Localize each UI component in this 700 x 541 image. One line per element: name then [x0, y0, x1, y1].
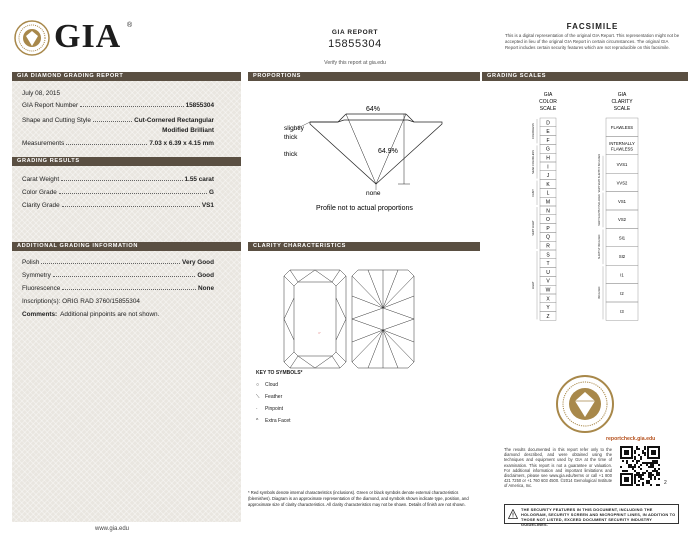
clarity-grade: [606, 155, 638, 173]
svg-text:X: X: [546, 296, 550, 303]
color-grade-Z: [540, 312, 556, 321]
svg-text:R: R: [546, 243, 550, 250]
svg-text:N: N: [546, 208, 550, 215]
clarity-head-3: SCALE: [613, 106, 631, 112]
leader-dots: [93, 117, 132, 122]
warning-text: THE SECURITY FEATURES IN THIS DOCUMENT, INCLUDING THE HOLOGRAM, SECURITY SCREEN AND MICROPRINT LINES, IN ADDITION TO THOSE NOT LISTED, EXCEED DOCUMENT SECURITY INDUSTRY GUIDELINES.: [521, 507, 676, 527]
verify-link[interactable]: Verify this report at gia.edu: [324, 60, 386, 66]
facsimile-title: FACSIMILE: [566, 22, 619, 31]
cloud-icon: ○: [256, 382, 260, 388]
qr-code-icon[interactable]: [620, 446, 660, 486]
clarity-grade: [606, 265, 638, 283]
clarity-group-label: VERY SLIGHTLY INCLUDED: [598, 194, 601, 226]
leader-dots: [66, 140, 147, 145]
profile-outline: [310, 120, 442, 184]
leader-dots: [62, 202, 200, 207]
key-label: Pinpoint: [265, 406, 284, 412]
row-value: Good: [197, 272, 214, 279]
svg-text:F: F: [546, 137, 550, 144]
row-label: Fluorescence: [22, 285, 61, 292]
color-grade-O: [540, 215, 556, 224]
row-label: Polish: [22, 259, 40, 266]
color-head-1: GIA: [543, 92, 553, 98]
grading-scales-bar: GRADING SCALES: [482, 72, 688, 81]
clarity-group-label: INCLUDED: [598, 286, 601, 299]
report-date-value: July 08, 2015: [22, 90, 61, 97]
additional-info-bar: ADDITIONAL GRADING INFORMATION: [12, 242, 241, 251]
key-pinpoint: [256, 406, 283, 412]
key-label: Feather: [265, 394, 283, 400]
depth-percent: 64.9%: [378, 148, 398, 155]
leader-dots: [53, 272, 196, 277]
disclaimer-text: The results documented in this report refer only to the diamond described, and were obtained using the techniques and equipment used by GIA at the time of examination. This report is not a guarantee or valuation. For additional information and important limitations and disclaimers, please see www.gia.edu/terms or call +1 800 421 7250 or +1 760 603 4500. ©2014 Gemological Institute of America, Inc.: [504, 447, 612, 489]
clarity-bar: CLARITY CHARACTERISTICS: [248, 242, 480, 251]
key-feather: [256, 394, 282, 400]
color-grade-I: [540, 162, 556, 171]
svg-text:INTERNALLY: INTERNALLY: [609, 140, 635, 146]
comments-text: Additional pinpoints are not shown.: [60, 311, 160, 318]
row-value: G: [209, 189, 214, 196]
row-label: Color Grade: [22, 189, 57, 196]
color-scale-header: [539, 92, 557, 112]
color-grade-M: [540, 197, 556, 206]
color-grade-E: [540, 127, 556, 136]
clarity-head-2: CLARITY: [611, 99, 633, 105]
shape-row-2: [22, 127, 214, 134]
color-grade-Q: [540, 232, 556, 241]
svg-text:I: I: [547, 164, 549, 171]
color-grade-U: [540, 268, 556, 277]
color-grade-N: [540, 206, 556, 215]
row-label: Clarity Grade: [22, 202, 60, 209]
grading-report-bar: GIA DIAMOND GRADING REPORT: [12, 72, 241, 81]
svg-text:VS1: VS1: [618, 198, 626, 204]
color-group-label: COLORLESS: [532, 123, 535, 140]
svg-text:H: H: [546, 155, 550, 162]
svg-text:J: J: [546, 173, 550, 180]
color-grade-F: [540, 136, 556, 145]
svg-text:L: L: [546, 190, 550, 197]
key-extra-facet: [256, 418, 291, 424]
reportcheck-link[interactable]: reportcheck.gia.edu: [606, 436, 656, 442]
row-value: Very Good: [182, 259, 214, 266]
svg-text:T: T: [546, 261, 550, 268]
fluorescence-row: [22, 285, 214, 292]
extra-facet-icon: ^: [256, 418, 259, 424]
key-title: KEY TO SYMBOLS*: [256, 370, 303, 376]
svg-text:U: U: [546, 269, 550, 276]
clarity-group-label: SLIGHTLY INCLUDED: [598, 234, 601, 259]
svg-text:D: D: [546, 120, 550, 127]
shape-row: [22, 117, 214, 124]
svg-text:I1: I1: [620, 272, 624, 278]
grading-scales-chart: [494, 88, 684, 328]
proportion-diagram: [248, 92, 468, 212]
clarity-groups: [598, 154, 603, 320]
svg-text:VS2: VS2: [618, 217, 626, 223]
clarity-grade: [606, 302, 638, 320]
svg-text:SI1: SI1: [618, 235, 626, 241]
leader-dots: [41, 259, 180, 264]
color-grade-R: [540, 241, 556, 250]
color-group-label: VERY LIGHT: [532, 220, 535, 236]
color-grade-D: [540, 118, 556, 127]
row-label: Measurements: [22, 140, 65, 147]
clarity-grades: [606, 118, 638, 320]
clarity-scale-header: [611, 92, 633, 112]
leader-dots: [59, 189, 207, 194]
leader-dots: [62, 285, 196, 290]
inscription-text: Inscription(s): ORIG RAD 3760/15855304: [22, 298, 140, 305]
clarity-grade: [606, 173, 638, 191]
svg-text:FLAWLESS: FLAWLESS: [610, 146, 634, 152]
svg-text:V: V: [546, 278, 550, 285]
color-grade-P: [540, 224, 556, 233]
color-grade-S: [540, 250, 556, 259]
row-value: Modified Brilliant: [162, 127, 214, 134]
color-group-label: LIGHT: [532, 281, 535, 290]
svg-text:○·: ○·: [318, 331, 322, 335]
clarity-head-1: GIA: [617, 92, 627, 98]
clarity-grade: [606, 192, 638, 210]
gia-logo: [14, 20, 134, 60]
svg-text:FLAWLESS: FLAWLESS: [610, 125, 634, 131]
security-warning: [504, 504, 679, 527]
qr-number: 2: [664, 480, 667, 486]
color-grade-T: [540, 259, 556, 268]
grading-results-bar: GRADING RESULTS: [12, 157, 241, 166]
clarity-grade: [606, 136, 638, 154]
row-label: Carat Weight: [22, 176, 60, 183]
color-groups: [531, 119, 537, 319]
report-heading: [300, 29, 410, 50]
color-grade-V: [540, 276, 556, 285]
svg-text:K: K: [546, 181, 550, 188]
svg-text:G: G: [546, 146, 550, 153]
clarity-footnote: * Red symbols denote internal characteristics (inclusions). Green or black symbols denote external characteristics (blemishes). Diagram is an approximate representation of the diamond, and symbols shown indicate type, position, and approximate size of clarity characteristics. All clarity characteristics may not be shown. Details of finish are not shown.: [248, 490, 469, 507]
svg-text:Z: Z: [546, 313, 550, 320]
carat-row: [22, 176, 214, 183]
color-grade-W: [540, 285, 556, 294]
feather-icon: ⟍: [256, 394, 260, 400]
gia-seal-icon: [556, 375, 614, 433]
color-grade-L: [540, 188, 556, 197]
row-value: Cut-Cornered Rectangular: [134, 117, 214, 124]
symmetry-row: [22, 272, 214, 279]
clarity-grade: [606, 210, 638, 228]
pinpoint-icon: ·: [256, 406, 258, 412]
warning-icon: [508, 509, 518, 519]
color-grade-X: [540, 294, 556, 303]
girdle-label-2: thick: [284, 134, 298, 141]
report-label: GIA REPORT: [331, 29, 379, 36]
svg-text:I3: I3: [620, 309, 624, 315]
clarity-group-label: VERY VERY SLIGHTLY INCLUDED: [598, 153, 601, 193]
report-date: [22, 90, 214, 97]
svg-text:P: P: [546, 225, 550, 232]
key-cloud: [256, 382, 278, 388]
facsimile-notice: [505, 22, 680, 51]
color-grade-K: [540, 180, 556, 189]
leader-dots: [80, 102, 183, 107]
color-grade-Y: [540, 303, 556, 312]
report-number: 15855304: [328, 38, 382, 50]
row-value: None: [198, 285, 214, 292]
svg-text:O: O: [546, 217, 550, 224]
polish-row: [22, 259, 214, 266]
measurements-row: [22, 140, 214, 147]
gia-seal-icon: [14, 20, 50, 56]
proportions-bar: PROPORTIONS: [248, 72, 480, 81]
clarity-grade: [606, 247, 638, 265]
comments-row: [22, 311, 214, 318]
color-row: [22, 189, 214, 196]
pavilion-view: [352, 270, 414, 368]
clarity-plot: [282, 268, 418, 370]
color-head-2: COLOR: [539, 99, 557, 105]
website-link[interactable]: www.gia.edu: [95, 526, 130, 532]
crown-view: [284, 270, 346, 368]
registered-mark: ®: [127, 22, 133, 29]
row-label: Symmetry: [22, 272, 51, 279]
facsimile-body: This is a digital representation of the original GIA Report. This representation might not be accepted in lieu of the original GIA Report in certain circumstances. The original GIA Report includes certain security features which are not reproducible on this facsimile.: [505, 33, 680, 50]
svg-text:S: S: [546, 252, 550, 259]
girdle-label-3: thick: [284, 151, 298, 158]
svg-text:Q: Q: [546, 234, 550, 241]
color-group-label: NEAR COLORLESS: [532, 150, 535, 174]
row-value: 7.03 x 6.39 x 4.15 mm: [149, 140, 214, 147]
svg-text:E: E: [546, 129, 550, 136]
svg-text:M: M: [545, 199, 551, 206]
girdle-label-1: slightly: [284, 125, 304, 132]
row-value: 15855304: [185, 102, 214, 109]
row-label: Shape and Cutting Style: [22, 117, 91, 124]
clarity-grade: [606, 284, 638, 302]
color-letters: [540, 118, 556, 320]
leader-dots: [61, 176, 182, 181]
row-label: GIA Report Number: [22, 102, 79, 109]
row-value: 1.55 carat: [184, 176, 214, 183]
comments-label: Comments:: [22, 311, 58, 318]
clarity-grade: [606, 118, 638, 136]
clarity-grade: [606, 228, 638, 246]
clarity-row: [22, 202, 214, 209]
key-label: Cloud: [265, 382, 279, 388]
svg-text:VVS1: VVS1: [616, 162, 628, 167]
svg-text:Y: Y: [546, 305, 550, 312]
svg-text:SI2: SI2: [618, 254, 626, 259]
culet-label: none: [366, 190, 381, 197]
color-grade-J: [540, 171, 556, 180]
inscription-row: [22, 298, 214, 305]
row-value: VS1: [201, 202, 214, 209]
color-group-label: FAINT: [532, 189, 535, 197]
profile-caption: Profile not to actual proportions: [316, 205, 413, 212]
key-label: Extra Facet: [265, 418, 291, 424]
color-grade-H: [540, 153, 556, 162]
color-grade-G: [540, 144, 556, 153]
svg-text:I2: I2: [620, 290, 624, 296]
table-percent: 64%: [366, 106, 381, 113]
report-number-row: [22, 102, 214, 109]
facet-line: [346, 114, 376, 184]
svg-text:VVS2: VVS2: [616, 180, 628, 186]
color-head-3: SCALE: [539, 106, 557, 112]
gia-wordmark: GIA: [54, 18, 122, 55]
svg-text:W: W: [545, 287, 551, 294]
